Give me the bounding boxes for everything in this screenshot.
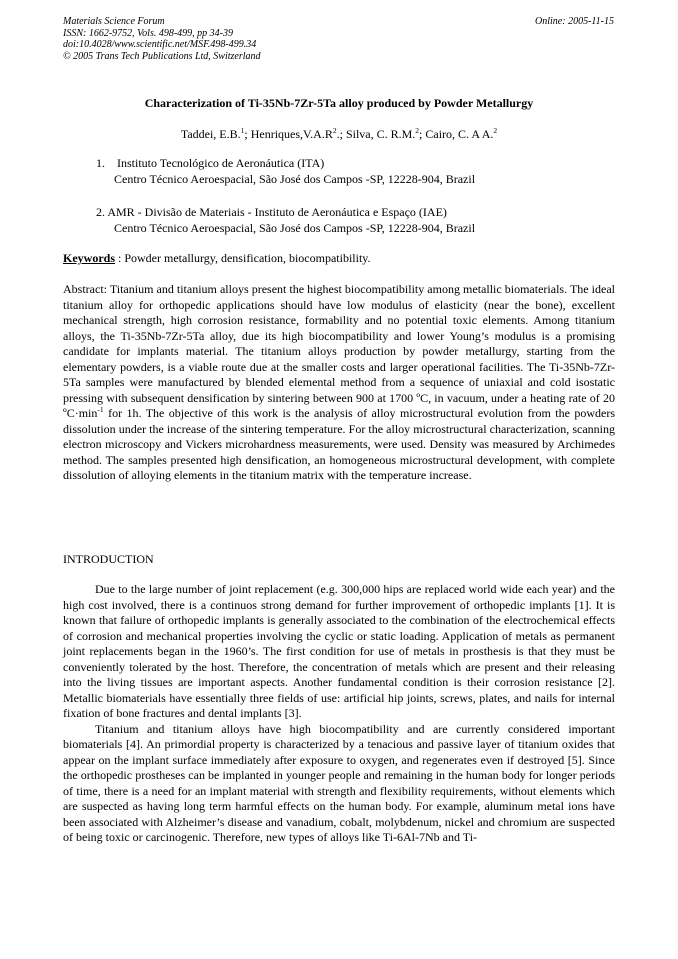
abstract-superscript: -1 bbox=[97, 405, 104, 414]
journal-copyright: © 2005 Trans Tech Publications Ltd, Switzerland bbox=[63, 50, 261, 62]
author-separator: ; bbox=[419, 127, 426, 141]
author-name: Taddei, E.B. bbox=[180, 127, 241, 141]
keywords-text: : Powder metallurgy, densification, biocompatibility. bbox=[115, 251, 371, 265]
affiliation-address: Centro Técnico Aeroespacial, São José dos Campos -SP, 12228-904, Brazil bbox=[114, 221, 476, 235]
abstract bbox=[63, 282, 615, 484]
author-separator: ; bbox=[244, 127, 251, 141]
journal-header bbox=[63, 16, 261, 62]
affiliation-2 bbox=[96, 204, 596, 236]
journal-doi: doi:10.4028/www.scientific.net/MSF.498-499.34 bbox=[63, 39, 257, 50]
introduction-body bbox=[63, 582, 615, 846]
affiliation-1 bbox=[96, 155, 596, 187]
author-list bbox=[63, 127, 615, 141]
section-heading-introduction: INTRODUCTION bbox=[63, 552, 154, 566]
body-paragraph: Titanium and titanium alloys have high biocompatibility and are currently considered important biomaterials [4]. An primordial property is characterized by a tenacious and passive layer of titanium oxides that appear on the implant surface immediately after exposure to oxygen, and regenerates even if destroyed [5]. Since the orthopedic prostheses can be implanted in younger people and remaining in the human body for longer periods of time, there is a need for an implant material with strength and flexibility requirements, without elements which are suspected as having long term harmful effects on the human body. For example, aluminum metal ions have been associated with Alzheimer’s disease and vanadium, cobalt, molybdenum, nickel and chromium are suspected of being toxic or carcinogenic. Therefore, new types of alloys like Ti-6Al-7Nb and Ti- bbox=[63, 721, 615, 844]
body-paragraph: Due to the large number of joint replacement (e.g. 300,000 hips are replaced world wide each year) and the high cost involved, there is a continuos strong demand for further improvement of orthopedic implants [1]. It is known that failure of orthopedic implants is generally associated to the combination of the electrochemical effects of corrosion and mechanical properties involving the cyclic or static loading. Application of metals as permanent joint replacements began in the 1960’s. The first condition for use of metals in prosthesis is that they must be conveniently tolerated by the host. Therefore, the concentration of metals which are present and their releasing into the living tissues are important aspects. Another fundamental condition is their corrosion resistance [2]. Metallic biomaterials have essentially three fields of use: artificial hip joints, screws, plates, and nails for internal fixation of bone fractures and dental implants [3]. bbox=[63, 582, 615, 720]
author-name: Cairo, C. A A. bbox=[425, 127, 494, 141]
author-affiliation-mark: 2 bbox=[332, 126, 337, 135]
keywords-line bbox=[63, 250, 615, 266]
author-separator: .; bbox=[336, 127, 346, 141]
affiliation-institute: Instituto Tecnológico de Aeronáutica (ITA) bbox=[117, 156, 325, 170]
online-date: Online: 2005-11-15 bbox=[535, 16, 614, 27]
author-affiliation-mark: 2 bbox=[415, 126, 420, 135]
author-name: Henriques,V.A.R bbox=[250, 127, 333, 141]
journal-name: Materials Science Forum bbox=[63, 16, 165, 27]
author-affiliation-mark: 1 bbox=[240, 126, 245, 135]
affiliation-number: 1. bbox=[96, 156, 105, 170]
journal-issn: ISSN: 1662-9752, Vols. 498-499, pp 34-39 bbox=[63, 27, 233, 39]
author-affiliation-mark: 2 bbox=[493, 126, 498, 135]
paper-title: Characterization of Ti-35Nb-7Zr-5Ta alloy produced by Powder Metallurgy bbox=[144, 96, 534, 110]
keywords-label: Keywords bbox=[63, 251, 115, 265]
abstract-text-1: Abstract: Titanium and titanium alloys present the highest biocompatibility among metallic biomaterials. The ideal titanium alloy for orthopedic applications should have low modulus of elasticity (near the bone), excellent mechanical strength, high corrosion resistance, formability and no potential toxic elements. Among titanium alloys, the Ti-35Nb-7Zr-5Ta alloy, due its high biocompatibility and lower Young’s modulus is a promising candidate for implants material. The titanium alloys production by powder metallurgy, starting from the elementary powders, is a viable route due at the smaller costs and larger operational facilities. The Ti-35Nb-7Zr-5Ta samples were manufactured by blended elemental method from a sequence of uniaxial and cold isostatic pressing with subsequent densification by sintering between 900 at 1700 ºC, in vacuum, under a heating rate of 20 ºC·min bbox=[63, 282, 615, 420]
abstract-text-2: for 1h. The objective of this work is the analysis of alloy microstructural evolution from the powders dissolution under the increase of the sintering temperature. For the alloy microstructural characterization, scanning electron microscopy and Vickers microhardness measurements, were used. Density was measured by Archimedes method. The samples presented high densification, an homogeneous microstructural development, with complete dissolution of alloying elements in the titanium matrix with the temperature increase. bbox=[63, 406, 615, 482]
author-name: Silva, C. R.M. bbox=[345, 127, 416, 141]
affiliation-number: 2. bbox=[96, 205, 105, 219]
affiliation-institute: AMR - Divisão de Materiais - Instituto de Aeronáutica e Espaço (IAE) bbox=[107, 205, 447, 219]
affiliation-address: Centro Técnico Aeroespacial, São José dos Campos -SP, 12228-904, Brazil bbox=[114, 172, 476, 186]
